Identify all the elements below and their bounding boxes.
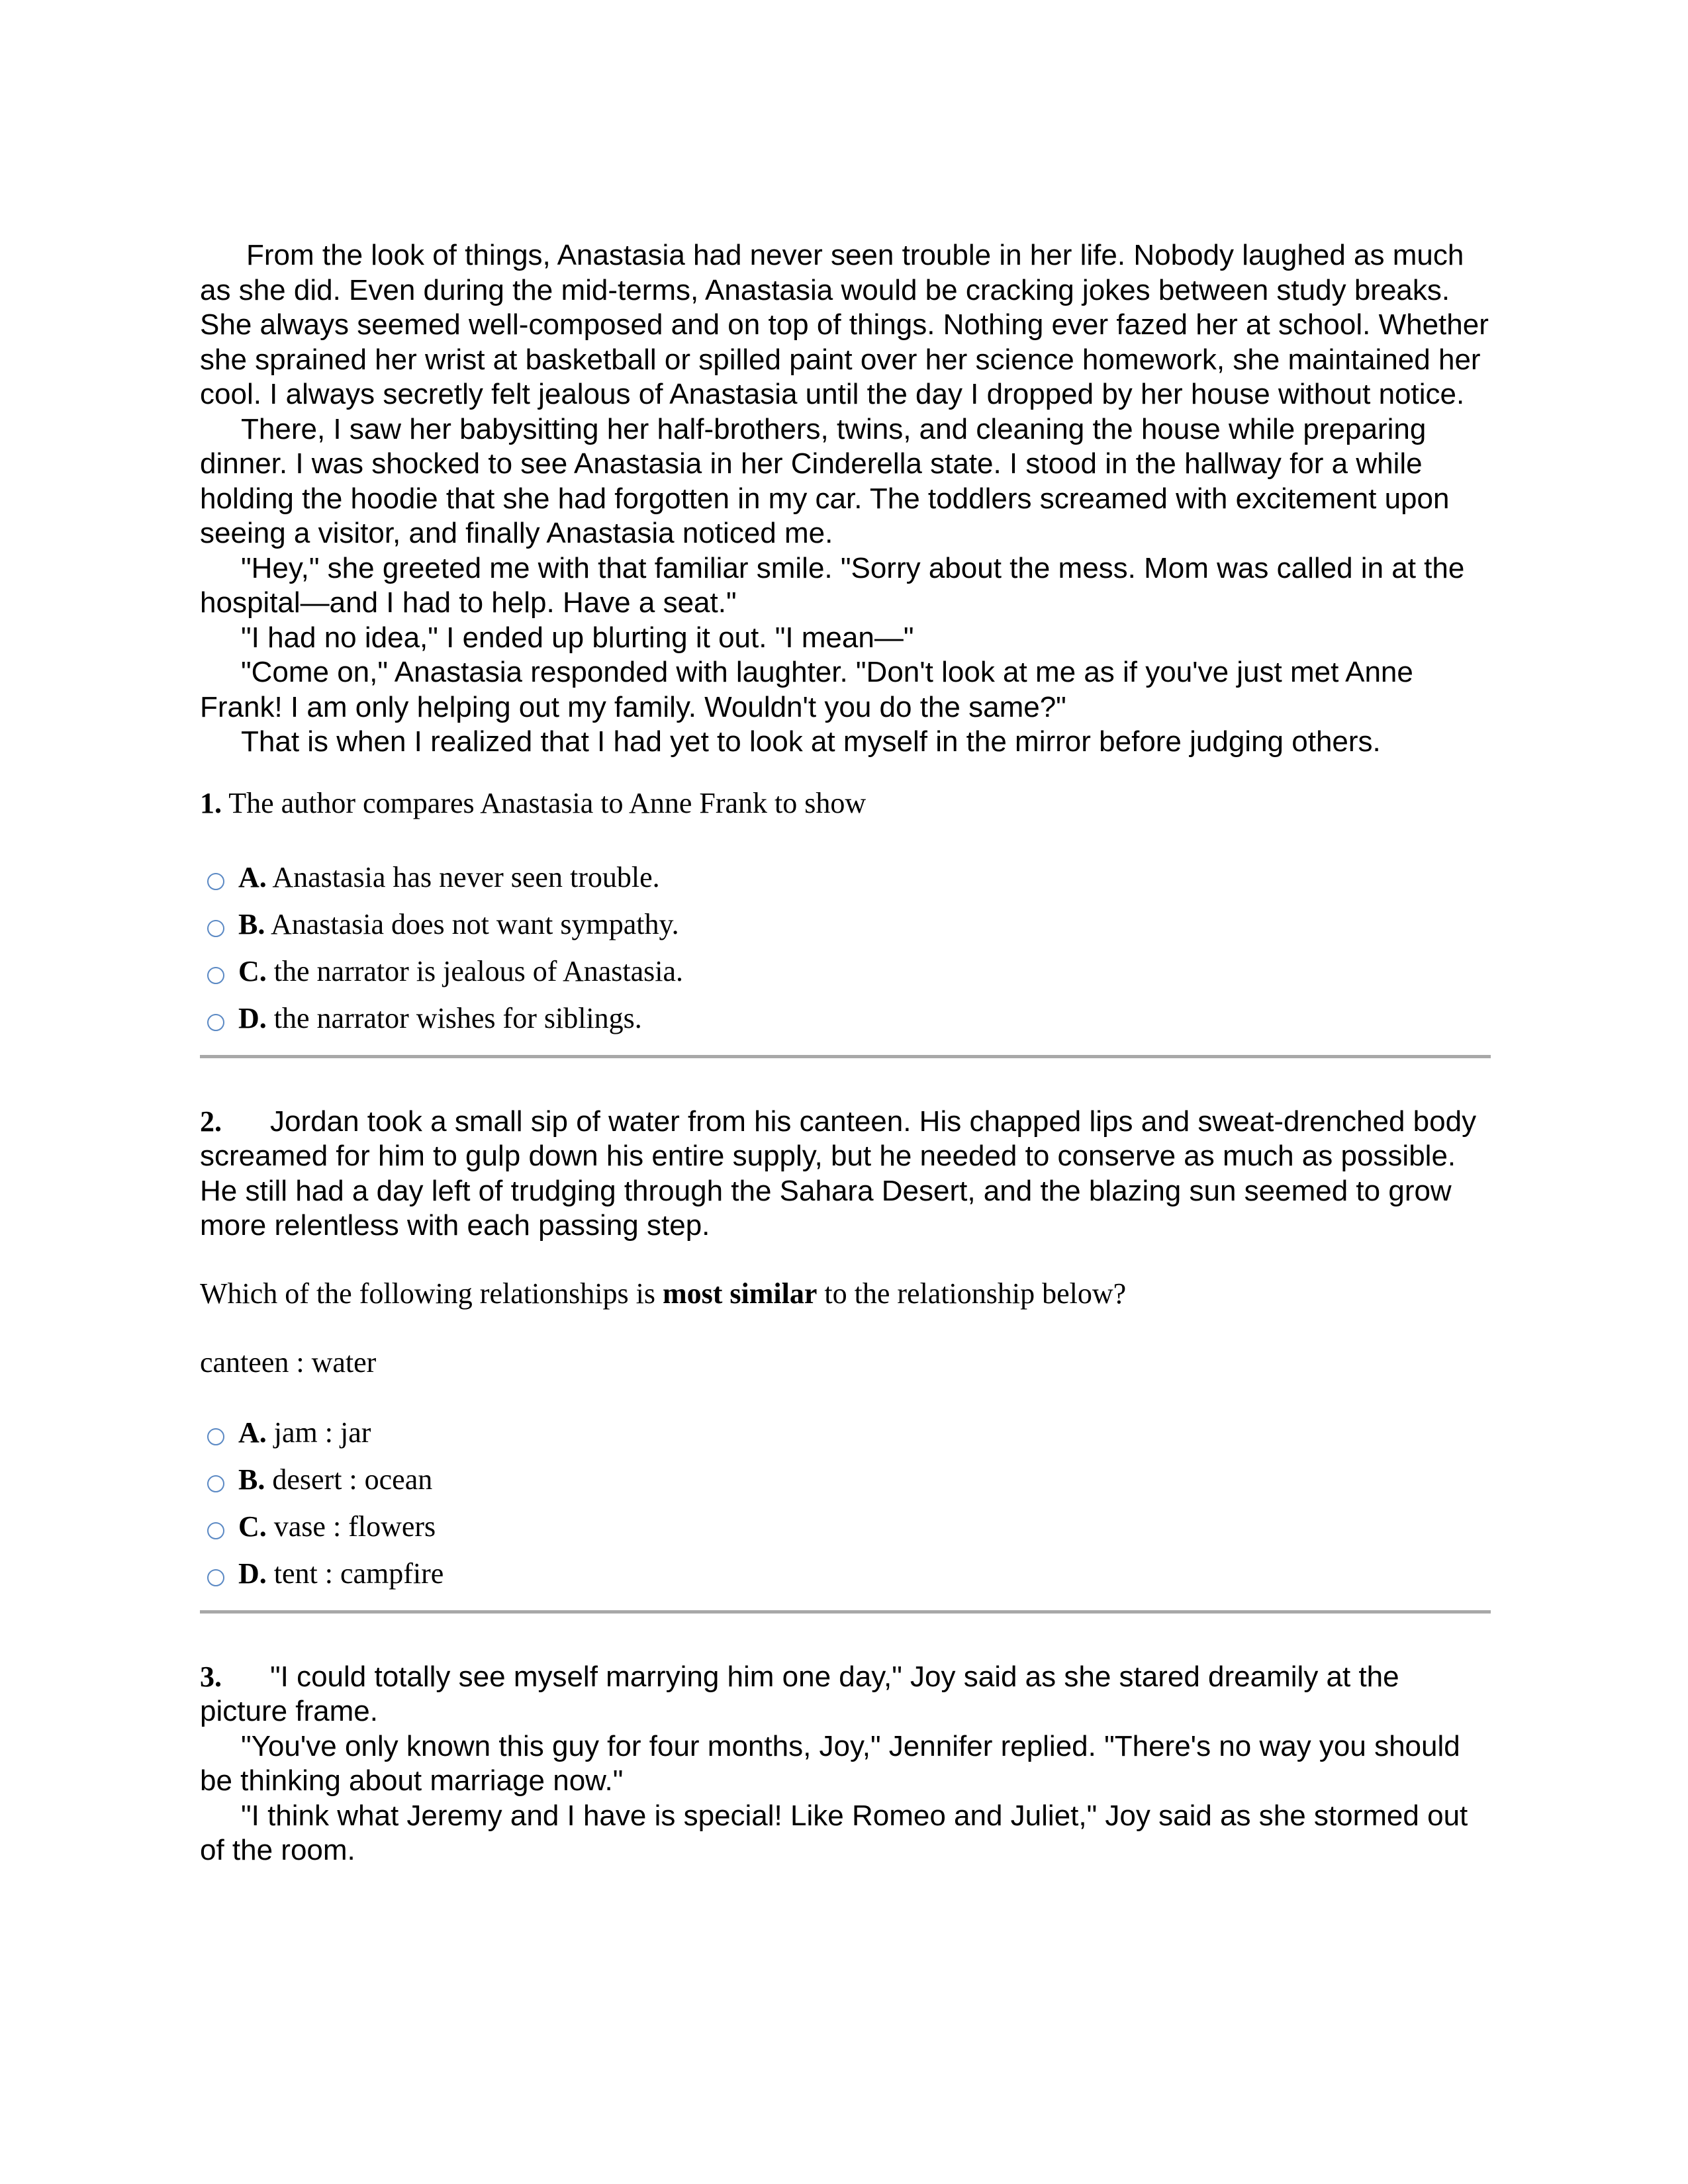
question-2-choices	[200, 1409, 1491, 1597]
passage-paragraph: "I had no idea," I ended up blurting it out. "I mean—"	[241, 621, 914, 654]
choice-letter: B.	[238, 907, 265, 940]
question-3-passage	[200, 1660, 1491, 1868]
question-3	[200, 1660, 1491, 1868]
choice-text: the narrator wishes for siblings.	[273, 1001, 642, 1034]
question-1-number: 1.	[200, 786, 222, 819]
radio-button-icon[interactable]	[207, 1522, 224, 1539]
question-2-passage	[200, 1105, 1491, 1244]
question-3-paragraph: "I think what Jeremy and I have is special! Like Romeo and Juliet," Joy said as she stormed out of the room.	[200, 1799, 1468, 1866]
question-2-passage-text: Jordan took a small sip of water from his canteen. His chapped lips and sweat-drenched body screamed for him to gulp down his entire supply, but he needed to conserve as much as possible. He still had a day left of trudging through the Sahara Desert, and the blazing sun seemed to grow more relentless with each passing step.	[200, 1105, 1477, 1242]
question-2-choice-c[interactable]	[200, 1503, 1491, 1550]
question-1-choices	[200, 854, 1491, 1042]
choice-letter: D.	[238, 1557, 267, 1590]
question-1-stem	[200, 786, 1491, 821]
emphasis-text: most similar	[663, 1277, 818, 1310]
passage-paragraph: That is when I realized that I had yet to look at myself in the mirror before judging others.	[241, 725, 1381, 758]
choice-letter: C.	[238, 1510, 267, 1543]
question-2	[200, 1105, 1491, 1597]
worksheet-page	[200, 238, 1491, 1868]
radio-button-icon[interactable]	[207, 1475, 224, 1492]
word-pair: canteen : water	[200, 1345, 377, 1379]
question-1-choice-c[interactable]	[200, 948, 1491, 995]
choice-text: jam : jar	[273, 1416, 371, 1449]
passage-paragraph: There, I saw her babysitting her half-brothers, twins, and cleaning the house while preparing dinner. I was shocked to see Anastasia in her Cinderella state. I stood in the hallway for a while holding the hoodie that she had forgotten in my car. The toddlers screamed with excitement upon seeing a visitor, and finally Anastasia noticed me.	[200, 412, 1450, 549]
question-1-choice-b[interactable]	[200, 901, 1491, 948]
question-3-paragraph: "You've only known this guy for four months, Joy," Jennifer replied. "There's no way you should be thinking about marriage now."	[200, 1729, 1460, 1797]
question-3-paragraph: "I could totally see myself marrying him one day," Joy said as she stared dreamily at the picture frame.	[200, 1660, 1399, 1727]
choice-letter: D.	[238, 1001, 267, 1034]
radio-button-icon[interactable]	[207, 1428, 224, 1445]
radio-button-icon[interactable]	[207, 1569, 224, 1586]
question-2-choice-d[interactable]	[200, 1550, 1491, 1597]
radio-button-icon[interactable]	[207, 920, 224, 937]
choice-text: desert : ocean	[272, 1463, 433, 1496]
question-1	[200, 786, 1491, 1042]
question-2-number: 2.	[200, 1105, 222, 1138]
choice-text: Anastasia has never seen trouble.	[272, 860, 660, 893]
radio-button-icon[interactable]	[207, 873, 224, 890]
choice-text: Anastasia does not want sympathy.	[270, 907, 679, 940]
reading-passage	[200, 238, 1491, 760]
choice-letter: C.	[238, 954, 267, 987]
choice-text: the narrator is jealous of Anastasia.	[273, 954, 684, 987]
question-1-text: The author compares Anastasia to Anne Frank to show	[228, 786, 867, 819]
choice-letter: A.	[238, 860, 267, 893]
passage-paragraph: "Hey," she greeted me with that familiar smile. "Sorry about the mess. Mom was called in at the hospital—and I had to help. Have a seat."	[200, 551, 1465, 619]
question-2-choice-b[interactable]	[200, 1456, 1491, 1503]
question-2-stem: Which of the following relationships is most similar to the relationship below?	[200, 1277, 1127, 1310]
choice-text: tent : campfire	[273, 1557, 444, 1590]
question-1-choice-d[interactable]	[200, 995, 1491, 1042]
question-3-number: 3.	[200, 1660, 222, 1693]
radio-button-icon[interactable]	[207, 967, 224, 984]
question-divider	[200, 1055, 1491, 1058]
choice-letter: B.	[238, 1463, 265, 1496]
passage-paragraph: "Come on," Anastasia responded with laughter. "Don't look at me as if you've just met Anne Frank! I am only helping out my family. Wouldn't you do the same?"	[200, 656, 1413, 723]
question-divider	[200, 1610, 1491, 1614]
choice-letter: A.	[238, 1416, 267, 1449]
question-1-choice-a[interactable]	[200, 854, 1491, 901]
choice-text: vase : flowers	[273, 1510, 436, 1543]
passage-paragraph: From the look of things, Anastasia had never seen trouble in her life. Nobody laughed as much as she did. Even during the mid-terms, Anastasia would be cracking jokes between study breaks. She always seemed well-composed and on top of things. Nothing ever fazed her at school. Whether she sprained her wrist at basketball or spilled paint over her science homework, she maintained her cool. I always secretly felt jealous of Anastasia until the day I dropped by her house without notice.	[200, 239, 1489, 410]
question-2-choice-a[interactable]	[200, 1409, 1491, 1456]
radio-button-icon[interactable]	[207, 1014, 224, 1031]
